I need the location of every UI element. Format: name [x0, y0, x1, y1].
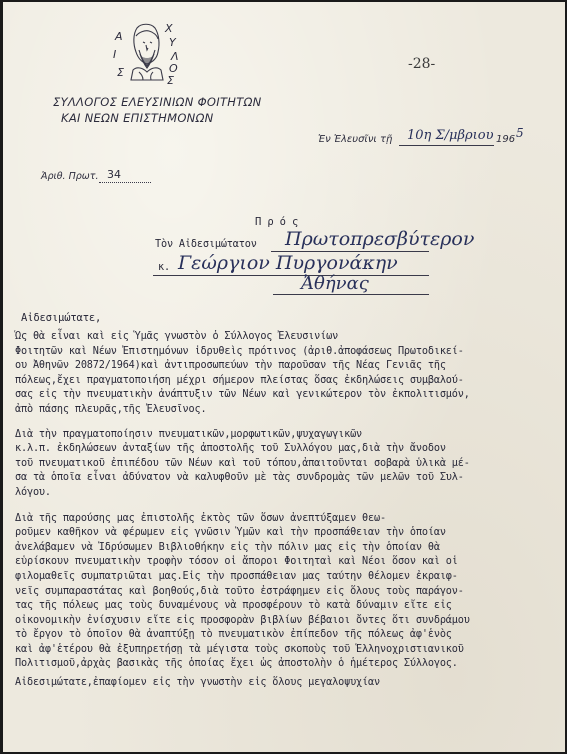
name-underline [153, 275, 429, 276]
org-name-line2: ΚΑΙ ΝΕΩΝ ΕΠΙΣΤΗΜΟΝΩΝ [61, 111, 214, 125]
logo-letter: Σ [167, 74, 174, 87]
body-line: ροῦμεν καθῆκον νὰ φέρωμεν εἰς γνῶσιν Ὑμῶν καὶ τὴν προσπάθειαν τὴν ὁποίαν [15, 527, 446, 539]
body-line: ου Ἀθηνῶν 20872/1964)καὶ ἀντιπροσωπεύων τὴν παροῦσαν τῆς Νέας Γενιᾶς τῆς [15, 360, 446, 372]
aeschylus-bust-logo [103, 10, 191, 94]
body-line: Διὰ τὴν πραγματοποίησιν πνευματικῶν,μορφωτικῶν,ψυχαγωγικῶν [15, 428, 363, 440]
city-underline [273, 294, 429, 295]
paragraph-4 [15, 676, 563, 691]
logo-letter: Χ [165, 22, 173, 35]
body-line: Αἰδεσιμώτατε,ἐπαφίομεν εἰς τὴν γνωστὴν εἰς ὅλους μεγαλοψυχίαν [15, 677, 380, 689]
body-line: τας τῆς πόλεως μας τοὺς δυναμένους νὰ προσφέρουν τὸ κατὰ δύναμιν εἴτε εἰς [15, 600, 452, 612]
body-line: τὸ ἔργον τὸ ὁποῖον θὰ ἀναπτύξῃ τὸ πνευματικὸν ἐπίπεδον τῆς πόλεως ἀφ'ἑνὸς [15, 629, 452, 641]
addressee-name: Γεώργιον Πυργονάκην [178, 252, 398, 274]
paragraph-3 [15, 512, 563, 673]
name-prefix: κ. [158, 262, 170, 273]
body-line: Φοιτητῶν καὶ Νέων Ἐπιστημόνων ἱδρυθεὶς πρότινος (ἀριθ.ἀποφάσεως Πρωτοδικεί- [15, 345, 464, 357]
body-line: ἀνελάβαμεν νὰ Ἱδρύσωμεν Βιβλιοθήκην εἰς τὴν πόλιν μας εἰς τὴν ὁποίαν θὰ [15, 541, 440, 553]
addressee-city: Ἀθήνας [301, 273, 369, 294]
page-number: -28- [408, 56, 436, 72]
year-handwritten: 5 [516, 126, 524, 140]
paragraph-2 [15, 428, 563, 501]
logo-letter: Σ [117, 66, 124, 79]
honorific: Τὸν Αἰδεσιμώτατον [155, 239, 257, 250]
body-line: Ὡς θὰ εἶναι καὶ εἰς Ὑμᾶς γνωστὸν ὁ Σύλλογος Ἐλευσινίων [15, 331, 339, 342]
paragraph-1 [15, 330, 563, 418]
body-line: Διὰ τῆς παρούσης μας ἐπιστολῆς ἐκτὸς τῶν ὅσων ἀνεπτύξαμεν θεω- [15, 512, 386, 524]
body-line: σα τὰ ὁποῖα εἶναι ἀδύνατον νὰ καλυφθοῦν μὲ τὰς συνδρομὰς τῶν μελῶν τοῦ Συλ- [15, 472, 464, 484]
place-label: Ἐν Ἐλευσῖνι τῇ [318, 134, 393, 145]
addressee-title: Πρωτοπρεσβύτερον [285, 228, 475, 250]
date-day-month: 10η Σ/μβριου [407, 128, 494, 143]
logo-letter: Λ [171, 50, 179, 63]
body-line: εὑρίσκουν πνευματικὴν τροφὴν τόσον οἱ ἄποροι Φοιτηταὶ καὶ Νέοι ὅσον καὶ οἱ [15, 556, 458, 568]
date-underline [399, 145, 494, 146]
body-line: κ.λ.π. ἐκδηλώσεων ἀνταξίων τῆς ἀποστολῆς τοῦ Συλλόγου μας,διὰ τὴν ἄνοδον [15, 443, 446, 455]
letter-body [15, 330, 563, 691]
protocol-underline [99, 182, 151, 183]
logo-letter: Α [115, 30, 123, 43]
logo-letter: Ο [169, 62, 178, 75]
body-line: σας εἰς τὴν πνευματικὴν ἀνάπτυξιν τῶν Νέων καὶ γενικώτερον τὸν ἐκπολιτισμόν, [15, 389, 470, 401]
body-line: λόγου. [15, 486, 51, 498]
logo-letter: Υ [169, 36, 176, 49]
body-line: ἀπὸ πάσης πλευρᾶς,τῆς Ἐλευσῖνος. [15, 403, 207, 415]
org-name-line1: ΣΥΛΛΟΓΟΣ ΕΛΕΥΣΙΝΙΩΝ ΦΟΙΤΗΤΩΝ [53, 95, 262, 109]
body-line: νεῖς συμπαραστάτας καὶ βοηθούς,διὰ τοῦτο ἐστράφημεν εἰς ὅλους τοὺς παράγον- [15, 585, 464, 597]
salutation: Αἰδεσιμώτατε, [21, 312, 102, 324]
protocol-number: 34 [107, 168, 121, 181]
body-line: πόλεως,ἔχει πραγματοποιήση μέχρι σήμερον πλείστας ὅσας ἐκδηλώσεις συμβαλού- [15, 374, 464, 386]
letter-page [3, 2, 565, 752]
body-line: φιλομαθεῖς συμπατριῶται μας.Εἰς τὴν προσπάθειαν μας ταύτην θέλομεν ἐκραιφ- [15, 570, 458, 582]
body-line: οἰκονομικὴν ἐνίσχυσιν εἴτε εἰς προσφορὰν βιβλίων βέβαιοι ὄντες ὅτι συνδράμου [15, 614, 470, 626]
to-label: Π ρ ό ς [255, 216, 299, 228]
body-line: Πολιτισμοῦ,ἀρχὰς βασικὰς τῆς ὁποίας ἔχει ὡς ἀποστολὴν ὁ ἡμέτερος Σύλλογος. [15, 658, 458, 670]
body-line: τοῦ πνευματικοῦ ἐπιπέδου τῶν Νέων καὶ τοῦ τόπου,ἀπαιτοῦνται σοβαρὰ ὑλικὰ μέ- [15, 457, 470, 469]
body-line: καὶ ἀφ'ἑτέρου θὰ ἐξυπηρετήσῃ τὰ μέγιστα τοὺς σκοποὺς τοῦ Ἑλληνοχριστιανικοῦ [15, 643, 464, 655]
protocol-label: Ἀριθ. Πρωτ. [41, 171, 99, 182]
year-printed: 196 [496, 134, 516, 145]
logo-letter: Ι [113, 48, 117, 61]
